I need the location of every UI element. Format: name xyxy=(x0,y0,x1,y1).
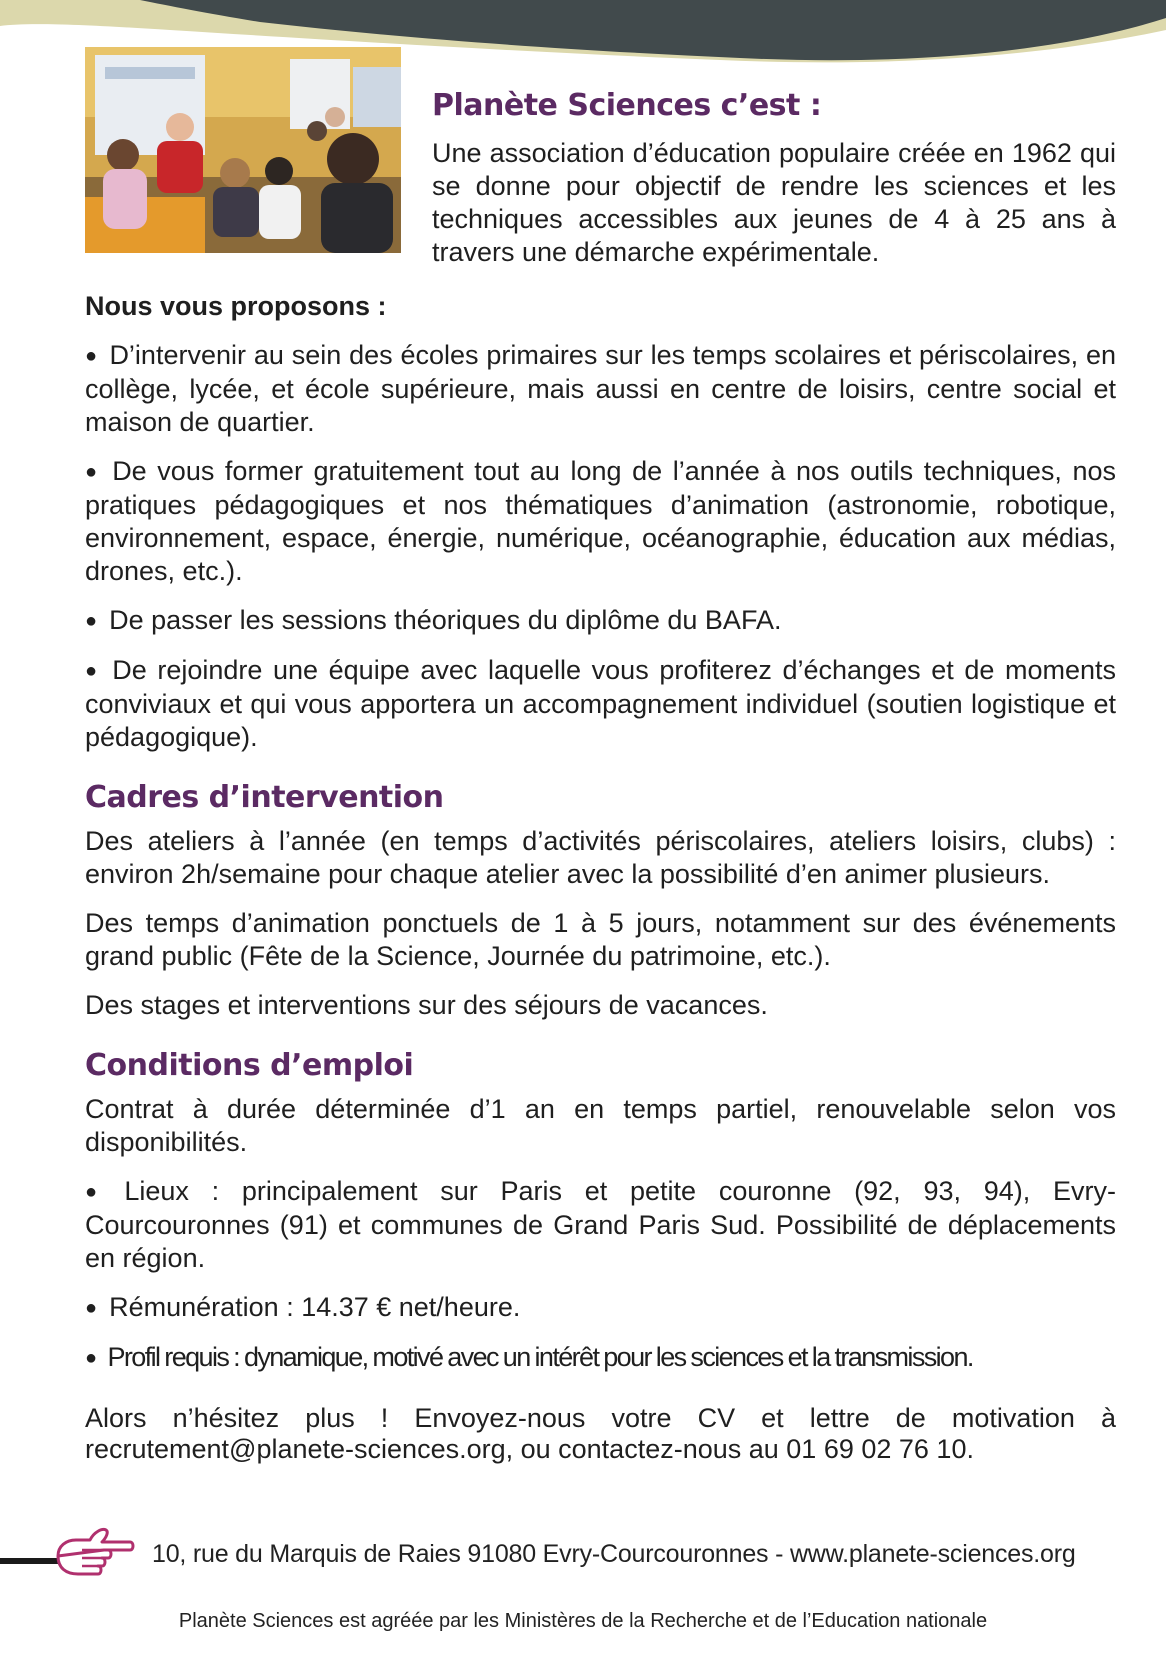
proposal-item: ● D’intervenir au sein des écoles primaires sur les temps scolaires et périscolaires, en collège, lycée, et école supérieure, mais aussi en centre de loisirs, centre social et maison de quartier. xyxy=(85,339,1116,439)
proposal-item: ● De vous former gratuitement tout au long de l’année à nos outils techniques, nos pratiques pédagogiques et nos thématiques d’animation (astronomie, robotique, environnement, espace, énergie, numérique, océanographie, éducation aux médias, drones, etc.). xyxy=(85,455,1116,588)
main-content xyxy=(85,290,1116,1465)
cadres-paragraph: Des ateliers à l’année (en temps d’activités périscolaires, ateliers loisirs, clubs) : environ 2h/semaine pour chaque atelier avec la possibilité d’en animer plusieurs. xyxy=(85,826,1116,889)
footer-line xyxy=(0,1558,58,1564)
cadres-paragraph: Des temps d’animation ponctuels de 1 à 5 jours, notamment sur des événements grand public (Fête de la Science, Journée du patrimoine, etc.). xyxy=(85,908,1116,971)
pointing-hand-icon xyxy=(52,1526,136,1592)
proposal-item: ● De passer les sessions théoriques du diplôme du BAFA. xyxy=(85,604,1116,638)
conditions-heading: Conditions d’emploi xyxy=(85,1048,414,1083)
conditions-item: ● Rémunération : 14.37 € net/heure. xyxy=(85,1291,1116,1325)
cadres-paragraph: Des stages et interventions sur des séjours de vacances. xyxy=(85,990,768,1020)
footer-agreement: Planète Sciences est agréée par les Ministères de la Recherche et de l’Education nationale xyxy=(178,1610,988,1632)
proposals-heading: Nous vous proposons : xyxy=(85,291,387,321)
conditions-item: ● Lieux : principalement sur Paris et petite couronne (92, 93, 94), Evry-Courcouronnes (91) et communes de Grand Paris Sud. Possibilité de déplacements en région. xyxy=(85,1175,1116,1275)
proposal-item: ● De rejoindre une équipe avec laquelle vous profiterez d’échanges et de moments conviviaux et qui vous apportera un accompagnement individuel (soutien logistique et pédagogique). xyxy=(85,654,1116,754)
intro-title: Planète Sciences c’est : xyxy=(432,88,822,123)
closing-text: Alors n’hésitez plus ! Envoyez-nous votre CV et lettre de motivation à recrutement@planete-sciences.org, ou contactez-nous au 01 69 02 76 10. xyxy=(85,1403,1116,1464)
conditions-item: ● Profil requis : dynamique, motivé avec un intérêt pour les sciences et la transmission. xyxy=(85,1341,1116,1375)
conditions-contract: Contrat à durée déterminée d’1 an en temps partiel, renouvelable selon vos disponibilités. xyxy=(85,1094,1116,1157)
workshop-photo xyxy=(85,47,401,253)
cadres-heading: Cadres d’intervention xyxy=(85,780,444,815)
intro-block xyxy=(432,88,1116,269)
intro-text: Une association d’éducation populaire créée en 1962 qui se donne pour objectif de rendre les sciences et les techniques accessibles aux jeunes de 4 à 25 ans à travers une démarche expérimentale. xyxy=(432,138,1116,267)
footer-address: 10, rue du Marquis de Raies 91080 Evry-Courcouronnes - www.planete-sciences.org xyxy=(152,1540,1076,1568)
